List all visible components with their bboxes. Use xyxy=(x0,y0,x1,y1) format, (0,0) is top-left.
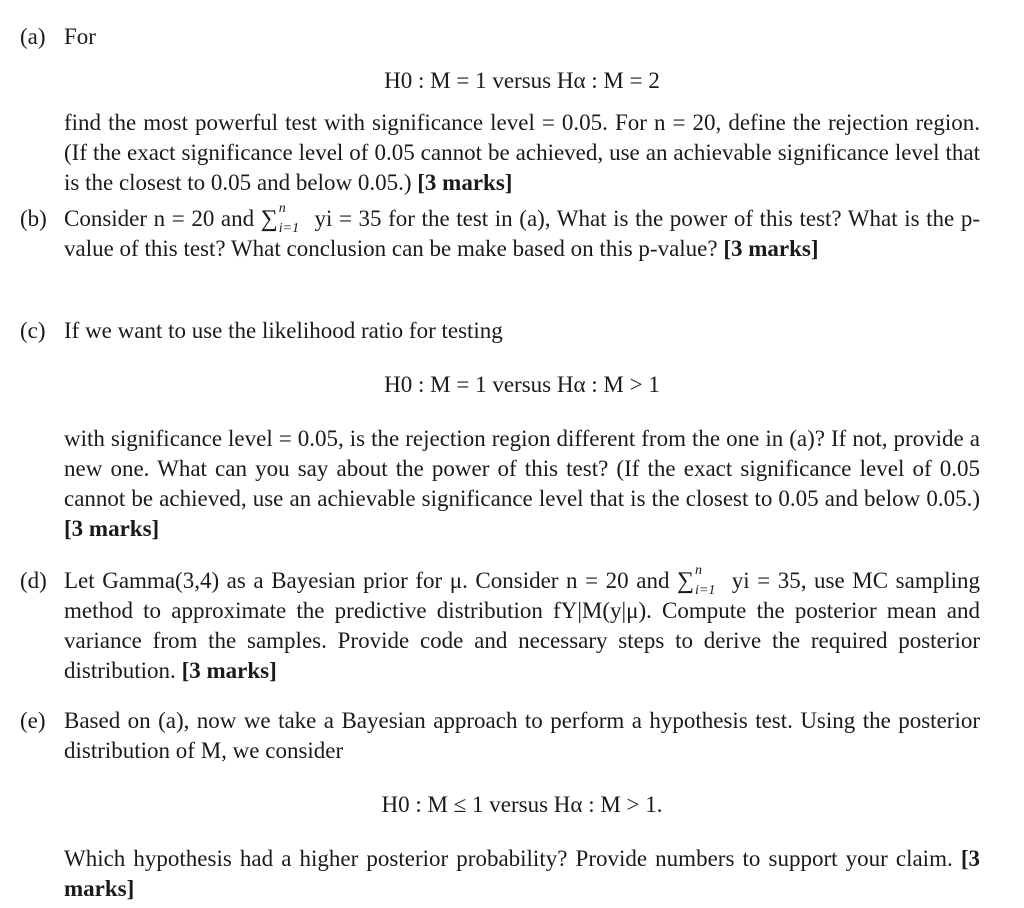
summation-symbol-d: ∑ n i=1 xyxy=(677,563,716,598)
question-e-hypotheses: H0 : M ≤ 1 versus Hα : M > 1. xyxy=(381,792,663,817)
question-e-label: (e) xyxy=(20,708,46,733)
question-b-text-post: yi = 35 for the test in (a), What is the power of this test? What is the p-value of this test? What conclusion can be make based on this p-value? xyxy=(64,206,981,261)
question-a-hypotheses: H0 : M = 1 versus Hα : M = 2 xyxy=(384,68,660,93)
question-a-text: find the most powerful test with significance level = 0.05. For n = 20, define the rejection region. (If the exact significance level of 0.05 cannot be achieved, use an achievable significance level that is the closest to 0.05 and below 0.05.) xyxy=(64,110,980,195)
question-b xyxy=(20,201,981,264)
question-d xyxy=(20,563,980,686)
question-a xyxy=(20,22,980,198)
question-a-marks: [3 marks] xyxy=(417,170,513,195)
question-d-label: (d) xyxy=(20,568,47,593)
question-e-intro: Based on (a), now we take a Bayesian approach to perform a hypothesis test. Using the posterior distribution of M, we consider xyxy=(64,708,980,763)
question-d-marks: [3 marks] xyxy=(181,658,277,683)
question-b-text-pre: Consider n = 20 and xyxy=(64,206,255,231)
question-b-label: (b) xyxy=(20,206,47,231)
question-c-marks: [3 marks] xyxy=(64,516,160,541)
question-c xyxy=(20,316,980,544)
question-c-hypotheses: H0 : M = 1 versus Hα : M > 1 xyxy=(384,372,660,397)
question-a-label: (a) xyxy=(20,24,46,49)
question-a-intro: For xyxy=(64,24,96,49)
question-c-intro: If we want to use the likelihood ratio for testing xyxy=(64,318,503,343)
question-d-text-post: yi = 35, use MC sampling method to approximate the predictive distribution fY|M(y|μ). Compute the posterior mean and variance from the samples. Provide code and necessary steps to derive the required posterior distribution. xyxy=(64,568,980,683)
question-e xyxy=(20,706,980,904)
question-b-marks: [3 marks] xyxy=(723,236,819,261)
question-e-marks: [3 marks] xyxy=(64,846,980,901)
summation-symbol: ∑ n i=1 xyxy=(260,201,300,236)
question-e-text: Which hypothesis had a higher posterior probability? Provide numbers to support your claim. xyxy=(64,846,953,871)
question-c-text: with significance level = 0.05, is the rejection region different from the one in (a)? If not, provide a new one. What can you say about the power of this test? (If the exact significance level of 0.05 cannot be achieved, use an achievable significance level that is the closest to 0.05 and below 0.05.) xyxy=(64,426,980,511)
question-d-text-pre: Let Gamma(3,4) as a Bayesian prior for μ. Consider n = 20 and xyxy=(64,568,670,593)
question-c-label: (c) xyxy=(20,318,46,343)
